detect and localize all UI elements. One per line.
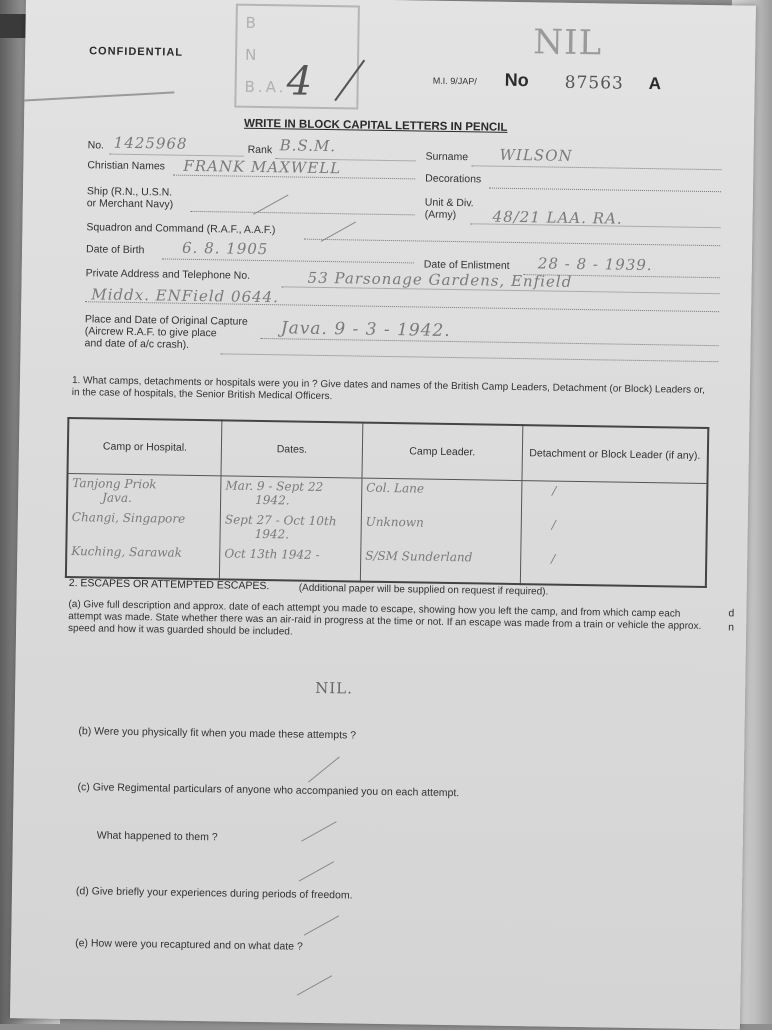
instruction-title: WRITE IN BLOCK CAPITAL LETTERS IN PENCIL [243,117,508,134]
question-a: (a) Give full description and approx. date of each attempt you made to escape, showing how you left the camp, and from which camp each attempt was made. State whether there was an air-raid in progress at the time or not. If an escape was made from a train or vehicle the approx. speed and how it was guarded should be included. [68,599,702,638]
rank-label: Rank [247,143,273,157]
row-detachment: / [521,515,707,552]
form-number: 87563 [564,72,624,94]
decorations-label: Decorations [425,172,482,186]
table-header-row [68,418,709,484]
column-header-dates: Dates. [221,420,363,478]
address-label: Private Address and Telephone No. [85,267,251,282]
surname-value: WILSON [499,145,573,165]
row-camp: Kuching, Sarawak [66,542,220,579]
rank-value: B.S.M. [279,136,337,156]
section-2-note: (Additional paper will be supplied on request if required). [298,582,549,598]
enlistment-label: Date of Enlistment [423,258,510,272]
classification-label: CONFIDENTIAL [89,45,184,59]
column-header-detachment: Detachment or Block Leader (if any). [522,425,708,483]
column-header-leader: Camp Leader. [362,423,523,481]
christian-names-label: Christian Names [87,159,166,173]
capture-value: Java. 9 - 3 - 1942. [280,318,451,341]
camps-table [65,417,709,588]
row-leader: Unknown [361,513,522,550]
number-prefix: No [504,69,529,91]
question-b: (b) Were you physically fit when you made these attempts ? [78,725,357,742]
corner-note: NIL [533,22,603,64]
row-leader: Col. Lane [361,478,522,515]
address-value-line-2: Middx. ENField 0644. [91,285,280,307]
ship-label: Ship (R.N., U.S.N. [86,185,173,199]
dob-label: Date of Birth [85,243,145,257]
string-tie [25,91,175,101]
row-dates: Mar. 9 - Sept 22 [225,478,324,494]
unit-value: 48/21 LAA. RA. [492,207,623,228]
form-sheet: CONFIDENTIAL B N B.A. 4 NIL M.I. 9/JAP/ No 87563 A WRITE IN BLOCK CAPITAL LETTERS IN PENCIL No. 1425968 Rank B.S.M. Surname WILSON Christian Names FRANK MAXWELL Decorations Ship (R.N., U.S.N. or Merchant Navy) Unit & Div. (Army) 48/21 LAA. RA. Squadron and Command (R.A.F., A.A.F.) Date of Birth 6. 8. 1905 Date of Enlistment 28 - 8 - 1939. Private Address and Telephone No. 53 Parsonage Gardens, Enfield Middx. ENField 0644. Place and Date of Original Capture (Aircrew R.A.F. to give place and date of a/c crash). Java. 9 - 3 - 1942. 1. What camps, detachments or hospitals were you in ? Give dates and names of the British Camp Leaders, Detachment (or Block) Leaders or, in the case of hospitals, the Senior British Medical Officers. Camp or Hospital. Dates. Camp Leader. Detachment or Block Leader (if any). Tanjong Priok Java. Mar. 9 - Sept 22 1942. Col. Lane / Changi, Singapore Sept 27 - Oct 10th 1942. Unknown / Kuching, Sarawak Oct 13th 1942 - S/SM Sunderland / 2. ESCAPES OR ATTEMPTED ESCAPES. (Additional paper will be supplied on request if required). (a) Give full description and approx. date of each attempt you made to escape, showing how you left the camp, and from which camp each attempt was made. State whether there was an air-raid in progress at the time or not. If an escape was made from a train or vehicle the approx. speed and how it was guarded should be included. NIL. (b) Were you physically fit when you made these attempts ? (c) Give Regimental particulars of anyone who accompanied you on each attempt. What happened to them ? (d) Give briefly your experiences during periods of freedom. (e) How were you recaptured and on what date ? d n [10,0,756,1030]
dob-value: 6. 8. 1905 [181,238,269,259]
question-c-followup: What happened to them ? [96,829,218,844]
stamp-box: B N B.A. [234,4,360,110]
no-value: 1425968 [113,133,188,153]
row-leader: S/SM Sunderland [360,547,521,585]
address-value: 53 Parsonage Gardens, Enfield [307,268,573,291]
section-1-question: 1. What camps, detachments or hospitals were you in ? Give dates and names of the British Camp Leaders, Detachment (or Block) Leaders or, in the case of hospitals, the Senior British Medical Officers. [71,375,706,403]
enlistment-value: 28 - 8 - 1939. [537,254,653,275]
form-code: M.I. 9/JAP/ [432,75,477,87]
question-d: (d) Give briefly your experiences during periods of freedom. [75,885,353,902]
row-dates: Oct 13th 1942 - [219,544,360,581]
margin-letter-n: n [728,621,735,634]
question-c: (c) Give Regimental particulars of anyone who accompanied you on each attempt. [77,781,460,800]
section-2-heading: 2. ESCAPES OR ATTEMPTED ESCAPES. [68,577,270,593]
table-row: Tanjong Priok Java. Mar. 9 - Sept 22 1942. Col. Lane / [67,473,707,518]
christian-names-value: FRANK MAXWELL [183,156,342,178]
stamp-mark: 4 [286,58,314,105]
question-e: (e) How were you recaptured and on what date ? [75,937,303,953]
unit-label: Unit & Div. [424,196,474,210]
squadron-label: Squadron and Command (R.A.F., A.A.F.) [86,221,276,237]
row-camp: Tanjong Priok [72,476,157,492]
form-suffix: A [648,74,662,94]
no-label: No. [87,139,105,152]
answer-a: NIL. [315,678,354,698]
row-camp: Changi, Singapore [71,510,186,526]
column-header-camp: Camp or Hospital. [68,418,222,476]
capture-label: Place and Date of Original Capture [84,313,248,328]
row-dates: Sept 27 - Oct 10th [224,512,337,529]
surname-label: Surname [425,150,469,164]
row-detachment: / [520,549,706,587]
row-detachment: / [521,481,707,518]
table-row: Changi, Singapore Sept 27 - Oct 10th 1942. Unknown / [66,508,706,552]
margin-letter-d: d [728,607,735,620]
